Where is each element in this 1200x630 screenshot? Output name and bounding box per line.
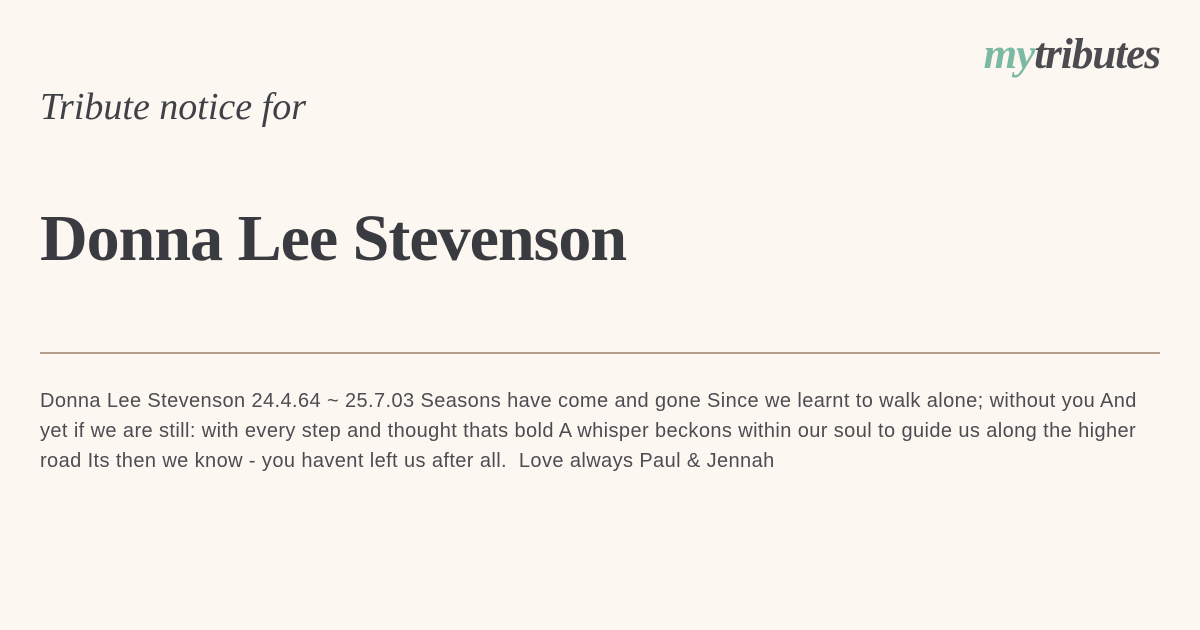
tribute-message-text: Donna Lee Stevenson 24.4.64 ~ 25.7.03 Seasons have come and gone Since we learnt to walk alone; without you And yet if we are still: with every step and thought thats bold A whisper beckons within our soul to guide us along the higher road Its then we know - you havent left us after all. Love always Paul & Jennah	[40, 390, 1143, 472]
divider-rule	[40, 352, 1160, 354]
mytributes-logo	[984, 33, 1160, 76]
deceased-name-title: Donna Lee Stevenson	[40, 202, 627, 275]
logo-prefix-my: my	[983, 31, 1035, 78]
logo-suffix-tributes: tributes	[1034, 31, 1160, 78]
tribute-notice-label: Tribute notice for	[40, 86, 306, 128]
